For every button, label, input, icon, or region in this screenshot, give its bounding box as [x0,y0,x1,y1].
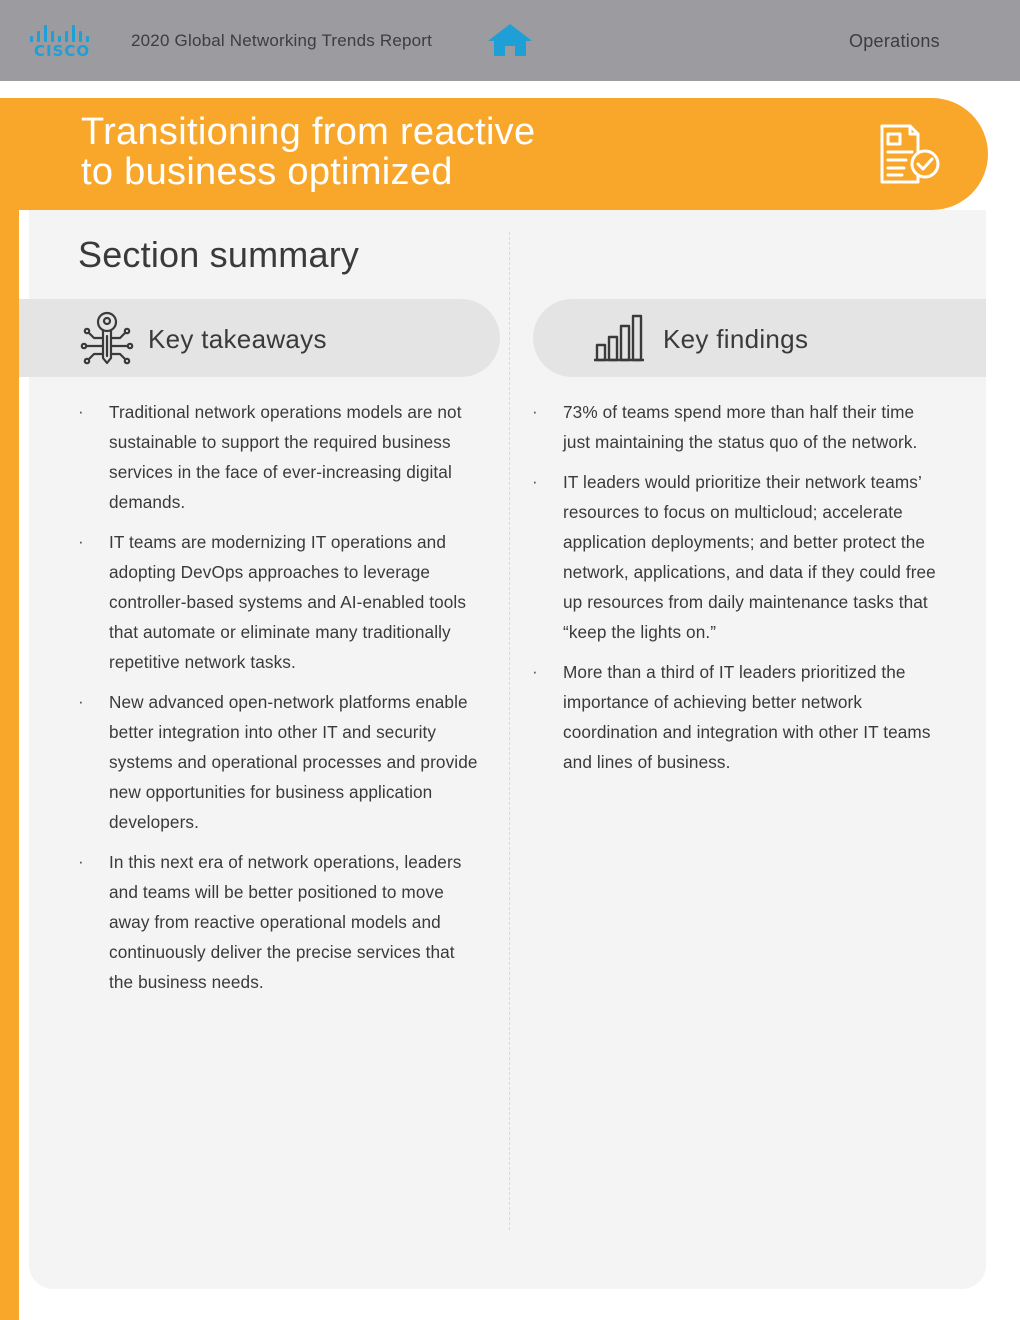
banner-title-line2: to business optimized [81,151,453,193]
cisco-logo-bars [30,24,96,42]
home-icon [486,22,534,58]
cisco-logo-text: CISCO [34,42,91,60]
report-title: 2020 Global Networking Trends Report [131,31,433,50]
section-name: Operations [848,31,940,51]
list-item: · 73% of teams spend more than half their time just maintaining the status quo of the network. [532,397,937,457]
top-bar [0,0,1020,81]
section-summary-heading: Section summary [78,234,360,275]
list-item: · IT teams are modernizing IT operations and adopting DevOps approaches to leverage controller-based systems and AI-enabled tools that automate or eliminate many traditionally repetitive network tasks. [78,527,478,677]
key-takeaways-list [78,397,478,1007]
key-circuit-icon [78,310,136,368]
bar-chart-icon [592,313,646,363]
list-item: · New advanced open-network platforms enable better integration into other IT and security systems and operational processes and provide new opportunities for business application developers. [78,687,478,837]
home-button[interactable] [486,22,534,58]
document-check-icon [876,122,942,188]
list-item: · IT leaders would prioritize their network teams’ resources to focus on multicloud; accelerate application deployments; and better protect the network, applications, and data if they could free up resources from daily maintenance tasks that “keep the lights on.” [532,467,937,647]
list-item: · In this next era of network operations, leaders and teams will be better positioned to move away from reactive operational models and continuously deliver the precise services that the business needs. [78,847,478,997]
key-findings-list [532,397,937,787]
banner-title-line1: Transitioning from reactive [81,111,536,153]
list-item: · More than a third of IT leaders prioritized the importance of achieving better network coordination and integration with other IT teams and lines of business. [532,657,937,777]
cisco-logo [28,22,98,62]
left-accent-stripe [0,98,19,1320]
key-takeaways-label: Key takeaways [148,324,327,354]
column-divider [509,232,510,1230]
list-item: · Traditional network operations models are not sustainable to support the required business services in the face of ever-increasing digital demands. [78,397,478,517]
banner-title [81,112,535,192]
key-findings-label: Key findings [663,324,809,354]
